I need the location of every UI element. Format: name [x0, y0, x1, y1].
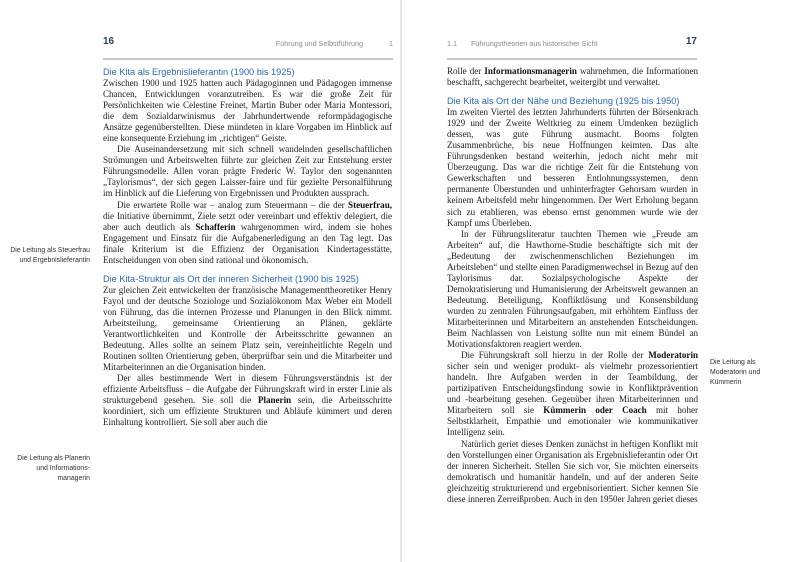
paragraph: Zwischen 1900 und 1925 hatten auch Pädagoginnen und Pädagogen immense Chancen, Entwicklungen voranzutreiben. Es war die große Zeit für Persönlichkeiten wie Celestine Freinet, Martin Buber oder Maria Montessori, die dem Sozialdarwinismus der Jahrhundertwende reformpädagogische Ansätze gegenüberstellten. Diese mündeten in klare Vorgaben im Hinblick auf eine konsequente Erziehung im „richtigen“ Geiste. — [103, 78, 392, 144]
paragraph: Zur gleichen Zeit entwickelten der französische Managementtheoretiker Henry Fayol und der deutsche Soziologe und Sozialökonom Max Weber ein Modell von Führung, das die internen Prozesse und Planungen in den Blick nimmt. Arbeitsteilung, gemeinsame Orientierung an Plänen, geklärte Verantwortlichkeiten und Kontrolle der Arbeitsschritte gewannen an Bedeutung. Alles sollte an seinem Platz sein, vereinheitlichte Regeln und Routinen sollten Orientierung geben, überprüfbar sein und die Mitarbeiter und Mitarbeiterinnen an die Organisation binden. — [103, 284, 392, 373]
section-heading: Die Kita als Ergebnislieferantin (1900 bis 1925) — [103, 67, 295, 77]
section-number: 1.1 — [447, 39, 457, 48]
margin-note: Die Leitung als Moderatorin und Kümmerin — [710, 359, 761, 386]
text-run: mit hoher Selbstklarheit, Empathie und emotionaler wie kommunikativer Intelligenz sein. — [447, 405, 699, 438]
section-heading: Die Kita-Struktur als Ort der inneren Sicherheit (1900 bis 1925) — [103, 273, 359, 284]
text-run: wahrgenommen wird, indem sie hohes Engagement und Einsatz für die Aufgabenerledigung an den Tag legt. Das finale Kriterium ist die Effizienz der Organisation Kindertagesstätte, Entscheidungen von oben sind rational und ökonomisch. — [103, 221, 393, 265]
right-page-body — [447, 66, 698, 505]
paragraph — [447, 350, 698, 438]
text-run: die Initiative übernimmt, Ziele setzt oder vereinbart und effektiv delegiert, die aber auch deutlich als — [103, 210, 392, 232]
text-run: wahrnehmen, die Informationen beschafft, sachgerecht bearbeitet, weitergibt und verwaltet. — [447, 66, 698, 88]
text-run: sicher sein und weniger produkt- als vielmehr prozessorientiert handeln. Ihre Aufgaben werden in der Teambildung, der partizipativen Entscheidungsfindung sowie in Konfliktprävention und -bearbeitung gesehen. Gegenüber ihren Mitarbeiterinnen und Mitarbeitern soll sie — [447, 361, 698, 416]
right-page — [402, 0, 800, 562]
paragraph: Die Auseinandersetzung mit sich schnell wandelnden gesellschaftlichen Strömungen und Arbeitswelten führte zur gleichen Zeit zur Entstehung erster Führungsmodelle. Allen voran prägte Frederic W. Taylor den sogenannten „Taylorismus“, der sich gegen Laisser-faire und für gezielte Personalführung im Hinblick auf die Lieferung von Ergebnissen und Produkten aussprach. — [103, 144, 392, 199]
emphasis-term: Moderatorin — [648, 350, 698, 361]
left-page-body — [103, 66, 392, 428]
margin-note: Die Leitung als Steuerfrau und Ergebnislieferantin — [10, 247, 90, 264]
emphasis-term: Kümmerin oder Coach — [543, 405, 647, 416]
left-page-header — [103, 38, 393, 52]
right-page-header — [447, 38, 697, 52]
text-run: sein, die Arbeitsschritte koordiniert, sich um effiziente Strukturen und Abläufe kümmert und deren Einhaltung kontrolliert. Sie soll aber auch die — [103, 395, 393, 428]
paragraph — [103, 373, 392, 428]
header-rule — [103, 58, 393, 60]
text-run: Der alles bestimmende Wert in diesem Führungsverständnis ist der effiziente Arbeitsfluss – die Aufgabe der Führungskraft wird in erster Linie als strukturgebend gesehen. Sie soll die — [103, 373, 392, 406]
paragraph: In der Führungsliteratur tauchten Themen wie „Freude am Arbeiten“ auf, die Hawthorne-Studie beschäftigte sich mit der „Bedeutung der zwischenmenschlichen Beziehungen im Arbeitsleben“ und stellte einen Paradigmenwechsel in Bezug auf den Taylorismus dar. Sozialpsychologische Aspekte der Demokratisierung und Humanisierung der Arbeitswelt gewannen an Bedeutung. Beteiligung, Konfliktlösung und Konsensbildung wurden zu zentralen Führungsaufgaben, mit erhöhtem Einfluss der Mitarbeiterinnen und Mitarbeitern an anstehenden Entscheidungen. Beim Nachlassen von Leistung sollte nun mit einem Bündel an Motivationsfaktoren reagiert werden. — [447, 228, 698, 350]
running-title: Führungstheorien aus historischer Sicht — [471, 39, 598, 48]
text-run: Die Führungskraft soll hierzu in der Rolle der — [461, 350, 649, 361]
chapter-number: 1 — [389, 39, 393, 48]
paragraph: Natürlich geriet dieses Denken zunächst in heftigen Konflikt mit den Vorstellungen einer Organisation als Ergebnislieferantin oder Ort der inneren Sicherheit. Stellen Sie sich vor, Sie möchten einerseits demokratisch und humanitär handeln, und auf der anderen Seite gleichzeitig strukturierend und ergebnisorientiert. Sicher kennen Sie diese inneren Zerreißproben. Auch in den 1950er Jahren geriet dieses — [447, 438, 698, 504]
emphasis-term: Steuerfrau, — [348, 199, 392, 210]
emphasis-term: Planerin — [257, 395, 292, 406]
margin-note: Die Leitung als Planerin und Informations-managerin — [17, 455, 90, 482]
text-run: Die erwartete Rolle war – analog zum Steuermann – die der — [117, 199, 349, 210]
paragraph — [103, 200, 392, 266]
section-heading: Die Kita als Ort der Nähe und Beziehung (1925 bis 1950) — [447, 96, 680, 107]
page-number: 16 — [103, 36, 115, 47]
header-rule — [447, 58, 697, 60]
paragraph — [447, 66, 698, 88]
running-title: Führung und Selbstführung — [275, 39, 363, 48]
paragraph: Im zweiten Viertel des letzten Jahrhunderts führten der Börsenkrach 1929 und der Zweite Weltkrieg zu einem Umdenken bezüglich dessen, was gute Führung ausmacht. Booms folgten Zusammenbrüche, bis neue Hoffnungen keimten. Das alte Führungsdenken bestand weiterhin, jedoch nicht mehr mit Überzeugung. Das war die richtige Zeit für die Entstehung von Gewerkschaften und besseren Entlohnungssystemen, denn permanente Überstunden und unhinterfragter Gehorsam wurden in keinem Arbeitsfeld mehr hingenommen. Der Wert Erholung begann sich zu etablieren, was ebenso ernst genommen wurde wie der Kampf ums Überleben. — [447, 107, 698, 228]
text-run: Rolle der — [447, 66, 485, 76]
emphasis-term: Informationsmanagerin — [484, 66, 577, 76]
emphasis-term: Schafferin — [195, 221, 236, 232]
page-number: 17 — [685, 36, 697, 47]
